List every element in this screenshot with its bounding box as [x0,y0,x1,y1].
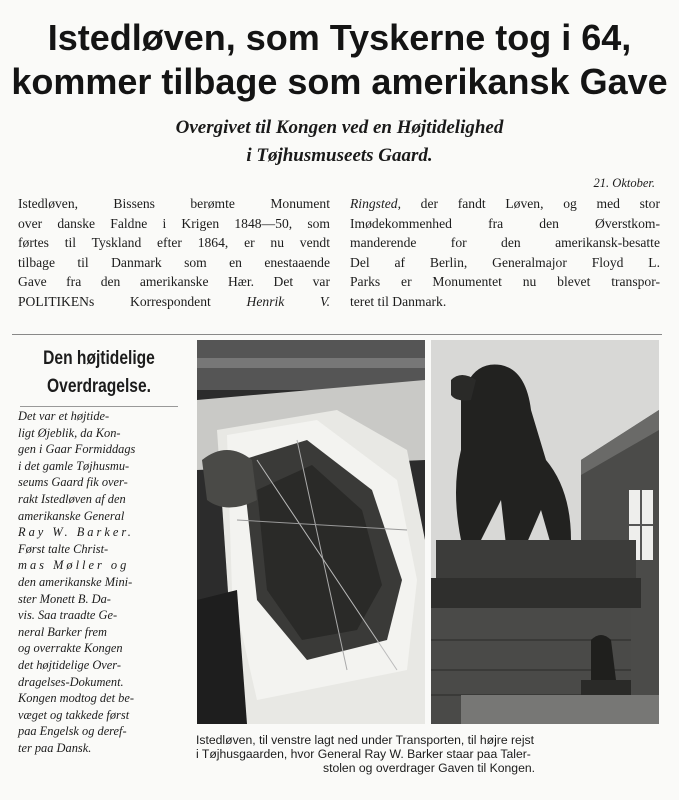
correspondent-name: Henrik V. [246,293,330,309]
lead-line: førtes til Tyskland efter 1864, er nu vendt [18,235,330,251]
sidebar-line: Først talte Christ- [18,541,109,556]
sidebar-line: paa Engelsk og deref- [18,724,127,739]
headline-line-2: kommer tilbage som amerikansk Gave [11,61,668,102]
sidebar-line: Kongen modtog det be- [18,691,134,706]
caption-line: i Tøjhusgaarden, hvor General Ray W. Barker staar paa Taler- [196,747,531,761]
correspondent-surname: Ringsted [350,196,398,211]
sidebar-body [18,408,180,756]
lead-text: POLITIKENs Korrespondent [18,293,247,309]
sidebar-line: det højtidelige Over- [18,657,121,672]
sidebar-line: og overrakte Kongen [18,641,123,656]
lead-line: Del af Berlin, Generalmajor Floyd L. [350,254,660,270]
lead-line: Imødekommenhed fra den Øverstkom- [350,215,660,231]
sidebar-line: væget og takkede først [18,707,130,722]
sidebar-line: ligt Øjeblik, da Kon- [18,425,121,440]
sidebar-line: neral Barker frem [18,624,108,639]
caption-line: Istedløven, til venstre lagt ned under Transporten, til højre rejst [196,733,535,747]
sidebar-title-line-2: Overdragelse. [47,376,151,397]
sidebar-title-line-1: Den højtidelige [43,348,155,369]
lead-column-right [350,194,660,312]
sidebar-line: den amerikanske Mini- [18,574,133,589]
subheadline-line-2: i Tøjhusmuseets Gaard. [246,145,433,166]
lead-line: Gave fra den amerikanske Hær. Det var [18,274,330,290]
subheadline-line-1: Overgivet til Kongen ved en Højtidelighed [175,117,504,138]
sidebar-line: i det gamle Tøjhusmu- [18,458,130,473]
sidebar-line: ter paa Dansk. [18,740,92,755]
lion-courtyard-image [431,340,659,724]
sidebar-line: ster Monett B. Da- [18,591,111,606]
sidebar-line: Ray W. Barker. [18,525,134,540]
sidebar-line: rakt Istedløven af den [18,491,126,506]
lead-line: Istedløven, Bissens berømte Monument [18,196,330,211]
sidebar-line: amerikanske General [18,508,125,523]
lead-line: tilbage til Danmark som en enestaaende [18,254,330,270]
sidebar-line: mas Møller og [18,558,130,573]
sidebar-line: gen i Gaar Formiddags [18,442,136,457]
headline-line-1: Istedløven, som Tyskerne tog i 64, [47,17,632,58]
lead-line [18,292,330,312]
sidebar-line: seums Gaard fik over- [18,475,128,490]
photo-lion-courtyard [431,340,659,724]
lead-column-left [18,194,330,312]
sidebar-line: dragelses-Dokument. [18,674,124,689]
dateline: 21. Oktober. [593,176,655,190]
lead-line [350,194,660,214]
lead-line: over danske Faldne i Krigen 1848—50, som [18,215,330,231]
lead-line: manderende for den amerikansk-besatte [350,235,660,251]
lion-transport-image [197,340,425,724]
photo-lion-transport [197,340,425,724]
sidebar-line: vis. Saa traadte Ge- [18,608,118,623]
lead-text: , der fandt Løven, og med stor [397,196,660,211]
sidebar-divider [20,406,178,407]
section-divider [12,334,662,335]
caption-line: stolen og overdrager Gaven til Kongen. [322,761,536,775]
lead-line: teret til Danmark. [350,293,447,309]
sidebar-line: Det var et højtide- [18,409,110,423]
photo-caption [196,733,662,775]
lead-line: Parks er Monumentet nu blevet transpor- [350,274,660,290]
